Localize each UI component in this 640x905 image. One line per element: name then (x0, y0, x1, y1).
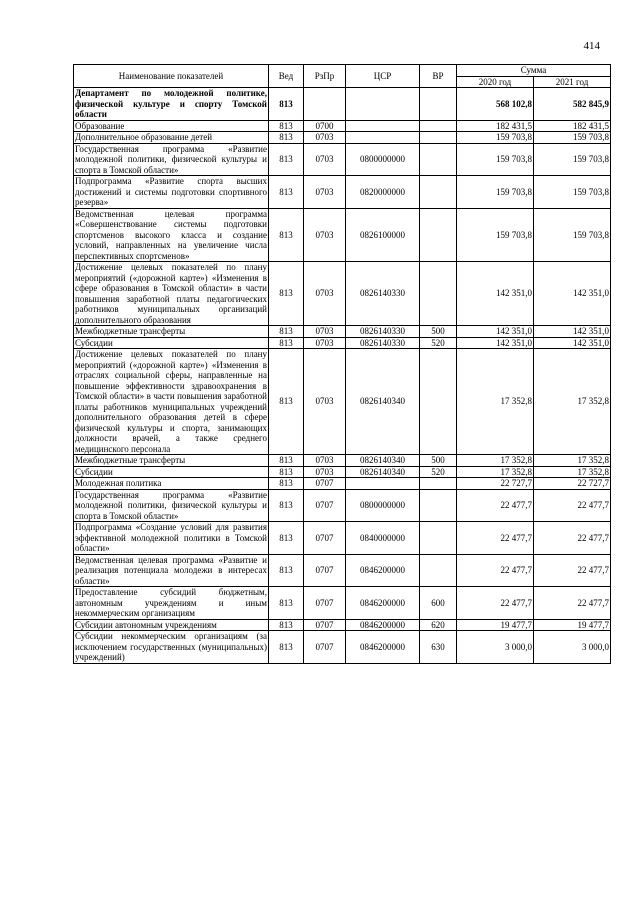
cell-sum-2020: 182 431,5 (457, 120, 534, 132)
cell-ved: 813 (269, 132, 304, 144)
cell-sum-2021: 22 727,7 (534, 478, 611, 490)
cell-rzpr: 0703 (304, 262, 346, 326)
cell-sum-2020: 159 703,8 (457, 176, 534, 209)
cell-vr (420, 489, 457, 522)
cell-ved: 813 (269, 262, 304, 326)
cell-sum-2021: 142 351,0 (534, 337, 611, 349)
header-sum: Сумма (457, 65, 611, 77)
cell-rzpr: 0703 (304, 208, 346, 262)
cell-sum-2021: 142 351,0 (534, 326, 611, 338)
cell-name: Субсидии автономным учреждениям (74, 619, 269, 631)
cell-sum-2021: 3 000,0 (534, 631, 611, 664)
cell-csr: 0826140340 (346, 349, 420, 455)
table-row (74, 120, 611, 132)
cell-vr (420, 349, 457, 455)
cell-sum-2020: 17 352,8 (457, 466, 534, 478)
cell-rzpr: 0703 (304, 455, 346, 467)
cell-sum-2020: 142 351,0 (457, 262, 534, 326)
cell-name: Департамент по молодежной политике, физической культуре и спорту Томской области (75, 88, 267, 119)
cell-sum-2020: 159 703,8 (457, 143, 534, 176)
cell-name: Подпрограмма «Создание условий для развития эффективной молодежной политики в Томской области» (75, 522, 267, 553)
cell-csr: 0846200000 (346, 631, 420, 664)
cell-sum-2021: 17 352,8 (534, 349, 611, 455)
cell-sum-2021: 22 477,7 (534, 587, 611, 620)
cell-vr: 520 (420, 466, 457, 478)
table-row (74, 587, 611, 620)
cell-csr: 0826140340 (346, 466, 420, 478)
table-row (74, 554, 611, 587)
cell-name: Субсидии некоммерческим организациям (за исключением государственных (муниципальных) учреждений) (75, 631, 267, 662)
table-header (74, 65, 611, 88)
budget-table (73, 64, 611, 664)
cell-ved: 813 (269, 522, 304, 555)
cell-vr (420, 262, 457, 326)
cell-sum-2021: 142 351,0 (534, 262, 611, 326)
cell-sum-2021: 17 352,8 (534, 455, 611, 467)
table-row (74, 455, 611, 467)
cell-csr (346, 88, 420, 121)
cell-vr (420, 208, 457, 262)
cell-rzpr: 0707 (304, 631, 346, 664)
table-row (74, 619, 611, 631)
cell-name: Молодежная политика (74, 478, 269, 490)
header-name: Наименование показателей (74, 65, 269, 88)
cell-sum-2020: 142 351,0 (457, 337, 534, 349)
cell-rzpr: 0703 (304, 326, 346, 338)
cell-ved: 813 (269, 120, 304, 132)
table-row (74, 132, 611, 144)
cell-name: Подпрограмма «Развитие спорта высших достижений и системы подготовки спортивного резерва» (75, 176, 267, 207)
cell-rzpr: 0703 (304, 143, 346, 176)
table-row (74, 143, 611, 176)
cell-vr (420, 478, 457, 490)
cell-ved: 813 (269, 349, 304, 455)
cell-name: Субсидии (74, 337, 269, 349)
cell-ved: 813 (269, 489, 304, 522)
cell-rzpr: 0700 (304, 120, 346, 132)
table-row (74, 522, 611, 555)
cell-rzpr: 0707 (304, 587, 346, 620)
cell-name: Достижение целевых показателей по плану мероприятий («дорожной карте») «Изменения в сфере образования в Томской области» в части повышения заработной платы педагогических работников муниципальных организаций дополнительного образования (75, 262, 267, 325)
table-row (74, 489, 611, 522)
cell-sum-2020: 3 000,0 (457, 631, 534, 664)
cell-rzpr: 0707 (304, 619, 346, 631)
cell-sum-2020: 19 477,7 (457, 619, 534, 631)
header-2020: 2020 год (457, 76, 534, 88)
cell-vr: 630 (420, 631, 457, 664)
cell-vr: 500 (420, 326, 457, 338)
cell-vr: 600 (420, 587, 457, 620)
cell-name: Достижение целевых показателей по плану мероприятий («дорожной карте») «Изменения в отраслях социальной сферы, направленные на повышение эффективности здравоохранения в Томской области» в части повышения заработной платы работников муниципальных учреждений дополнительного образования детей в сфере физической культуры и спорта, занимающих должности врачей, а также среднего медицинского персонала (75, 349, 267, 454)
header-rzpr: РзПр (304, 65, 346, 88)
cell-name: Ведомственная целевая программа «Развитие и реализация потенциала молодежи в интересах области» (75, 554, 267, 586)
cell-vr (420, 522, 457, 555)
cell-sum-2020: 22 477,7 (457, 587, 534, 620)
cell-vr (420, 88, 457, 121)
cell-rzpr: 0703 (304, 349, 346, 455)
cell-rzpr: 0707 (304, 522, 346, 555)
cell-ved: 813 (269, 466, 304, 478)
header-vr: ВР (420, 65, 457, 88)
cell-ved: 813 (269, 208, 304, 262)
cell-rzpr: 0703 (304, 132, 346, 144)
cell-sum-2020: 22 727,7 (457, 478, 534, 490)
cell-vr: 500 (420, 455, 457, 467)
cell-sum-2020: 159 703,8 (457, 208, 534, 262)
cell-ved: 813 (269, 337, 304, 349)
cell-ved: 813 (269, 631, 304, 664)
cell-name: Государственная программа «Развитие молодежной политики, физической культуры и спорта в Томской области» (75, 143, 267, 175)
cell-sum-2020: 22 477,7 (457, 489, 534, 522)
cell-ved: 813 (269, 478, 304, 490)
table-row (74, 349, 611, 455)
cell-rzpr: 0703 (304, 337, 346, 349)
table-row (74, 208, 611, 262)
cell-name: Межбюджетные трансферты (74, 455, 269, 467)
cell-sum-2021: 22 477,7 (534, 522, 611, 555)
cell-csr: 0840000000 (346, 522, 420, 555)
cell-vr (420, 143, 457, 176)
cell-rzpr: 0707 (304, 478, 346, 490)
cell-sum-2021: 582 845,9 (534, 88, 611, 121)
cell-ved: 813 (269, 326, 304, 338)
cell-rzpr: 0703 (304, 176, 346, 209)
cell-name: Дополнительное образование детей (74, 132, 269, 144)
cell-vr (420, 120, 457, 132)
cell-vr: 520 (420, 337, 457, 349)
cell-sum-2021: 22 477,7 (534, 554, 611, 587)
cell-csr: 0826140340 (346, 455, 420, 467)
cell-name: Образование (74, 120, 269, 132)
cell-sum-2020: 22 477,7 (457, 554, 534, 587)
cell-csr (346, 132, 420, 144)
cell-name: Государственная программа «Развитие молодежной политики, физической культуры и спорта в Томской области» (75, 489, 267, 521)
cell-sum-2020: 568 102,8 (457, 88, 534, 121)
cell-ved: 813 (269, 455, 304, 467)
table-row (74, 631, 611, 664)
cell-csr: 0846200000 (346, 587, 420, 620)
cell-sum-2021: 159 703,8 (534, 176, 611, 209)
cell-csr: 0800000000 (346, 489, 420, 522)
cell-rzpr: 0707 (304, 489, 346, 522)
table-row (74, 337, 611, 349)
cell-csr: 0826140330 (346, 337, 420, 349)
cell-sum-2021: 159 703,8 (534, 143, 611, 176)
cell-sum-2021: 159 703,8 (534, 132, 611, 144)
cell-csr: 0826140330 (346, 262, 420, 326)
cell-rzpr (304, 88, 346, 121)
cell-csr: 0826100000 (346, 208, 420, 262)
cell-sum-2021: 19 477,7 (534, 619, 611, 631)
cell-sum-2021: 17 352,8 (534, 466, 611, 478)
cell-ved: 813 (269, 619, 304, 631)
table-row (74, 176, 611, 209)
table-row (74, 262, 611, 326)
cell-sum-2020: 22 477,7 (457, 522, 534, 555)
cell-csr: 0846200000 (346, 554, 420, 587)
cell-name: Ведомственная целевая программа «Совершенствование системы подготовки спортсменов высокого класса и создание условий, направленных на увеличение числа перспективных спортсменов» (75, 208, 267, 261)
cell-sum-2020: 159 703,8 (457, 132, 534, 144)
cell-ved: 813 (269, 554, 304, 587)
header-2021: 2021 год (534, 76, 611, 88)
cell-vr (420, 176, 457, 209)
table-row (74, 478, 611, 490)
cell-ved: 813 (269, 143, 304, 176)
cell-name: Межбюджетные трансферты (74, 326, 269, 338)
cell-vr: 620 (420, 619, 457, 631)
cell-vr (420, 132, 457, 144)
table-row (74, 326, 611, 338)
cell-csr: 0800000000 (346, 143, 420, 176)
cell-rzpr: 0703 (304, 466, 346, 478)
cell-name: Предоставление субсидий бюджетным, автономным учреждениям и иным некоммерческим организациям (75, 587, 267, 618)
cell-csr: 0820000000 (346, 176, 420, 209)
cell-rzpr: 0707 (304, 554, 346, 587)
cell-sum-2020: 142 351,0 (457, 326, 534, 338)
page-number: 414 (583, 40, 600, 52)
cell-csr: 0826140330 (346, 326, 420, 338)
table-body (74, 88, 611, 664)
cell-sum-2021: 22 477,7 (534, 489, 611, 522)
cell-name: Субсидии (74, 466, 269, 478)
table-row (74, 466, 611, 478)
cell-csr: 0846200000 (346, 619, 420, 631)
cell-sum-2020: 17 352,8 (457, 349, 534, 455)
header-csr: ЦСР (346, 65, 420, 88)
header-ved: Вед (269, 65, 304, 88)
cell-sum-2021: 182 431,5 (534, 120, 611, 132)
cell-ved: 813 (269, 587, 304, 620)
cell-sum-2020: 17 352,8 (457, 455, 534, 467)
cell-sum-2021: 159 703,8 (534, 208, 611, 262)
table-row (74, 88, 611, 121)
cell-csr (346, 478, 420, 490)
cell-vr (420, 554, 457, 587)
cell-ved: 813 (269, 88, 304, 121)
cell-csr (346, 120, 420, 132)
cell-ved: 813 (269, 176, 304, 209)
